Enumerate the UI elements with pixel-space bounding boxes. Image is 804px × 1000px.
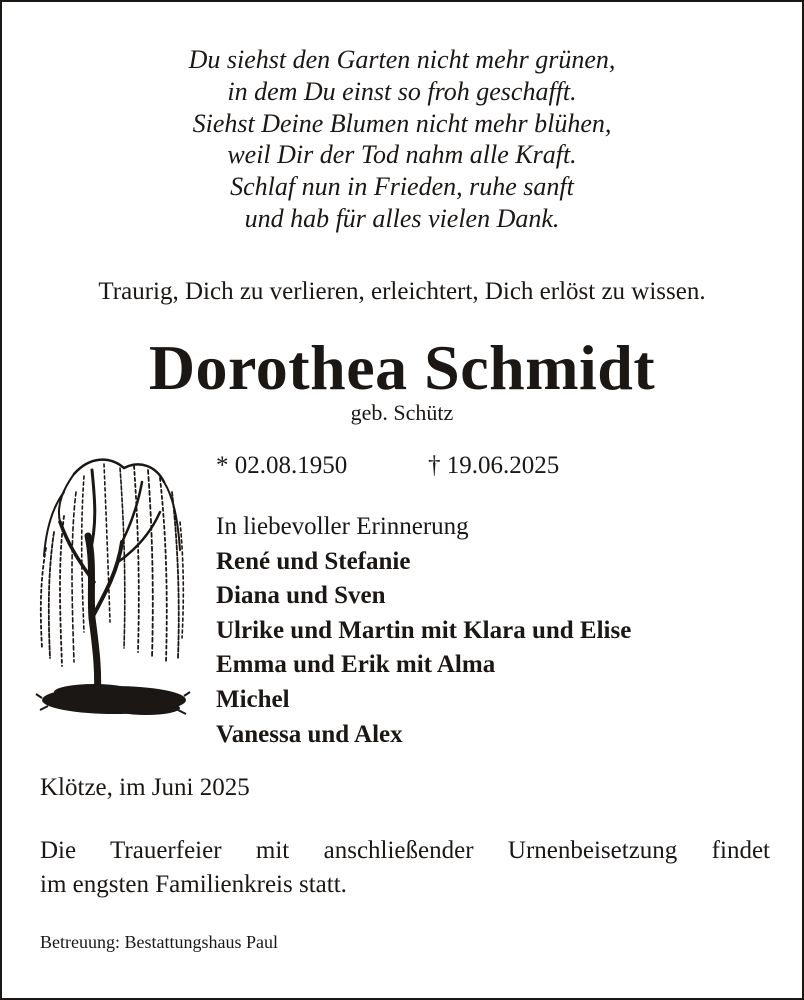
poem-line: Siehst Deine Blumen nicht mehr blühen, [192,108,612,138]
undertaker-credit: Betreuung: Bestattungshaus Paul [40,932,278,952]
poem-line: und hab für alles vielen Dank. [244,203,560,233]
family-entry: Vanessa und Alex [216,720,403,748]
birth-date: * 02.08.1950 [216,452,348,479]
ceremony-line: Die Trauerfeier mit anschließender Urnenbeisetzung findet [40,837,770,864]
family-entry: Emma und Erik mit Alma [216,651,496,679]
intro-sentence: Traurig, Dich zu verlieren, erleichtert, Dich erlöst zu wissen. [98,278,706,305]
poem-line: in dem Du einst so froh geschafft. [227,76,577,106]
poem-line: Schlaf nun in Frieden, ruhe sanft [230,172,574,202]
place-and-date: Klötze, im Juni 2025 [40,774,250,801]
birth-name: geb. Schütz [350,400,454,425]
mourners-heading: In liebevoller Erinnerung [216,513,469,540]
ceremony-line: im engsten Familienkreis statt. [40,871,347,898]
family-entry: René und Stefanie [216,547,411,575]
ceremony-notice [40,834,770,902]
family-entry: Diana und Sven [216,582,386,610]
family-entry: Michel [216,685,290,713]
death-date: † 19.06.2025 [428,452,560,479]
poem-line: weil Dir der Tod nahm alle Kraft. [227,140,577,170]
memorial-poem [2,44,802,235]
deceased-name: Dorothea Schmidt [148,332,656,403]
mourners-list [216,510,631,752]
family-entry: Ulrike und Martin mit Klara und Elise [216,616,632,644]
weeping-willow-icon [34,452,192,737]
poem-line: Du siehst den Garten nicht mehr grünen, [188,45,616,74]
